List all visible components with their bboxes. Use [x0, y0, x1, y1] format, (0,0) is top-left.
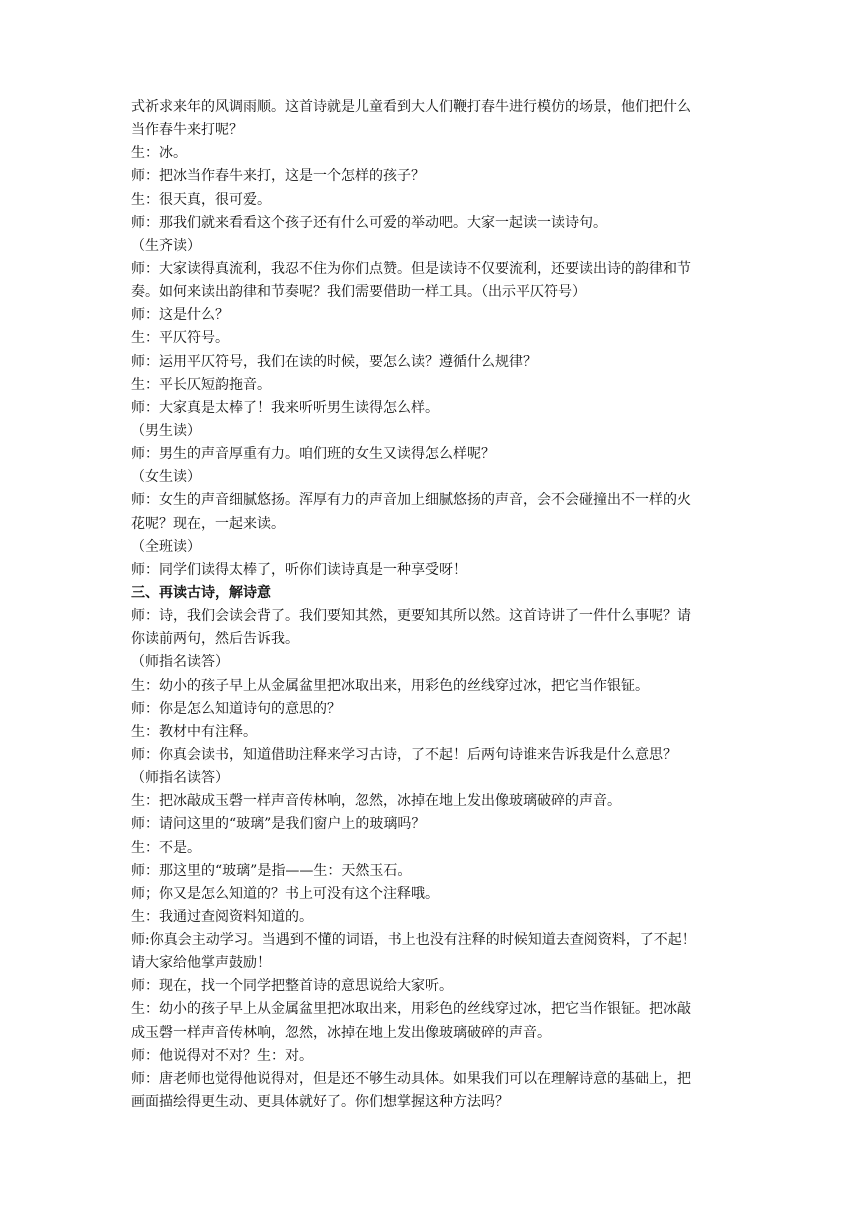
text-line: （师指名读答）	[131, 654, 229, 671]
text-line: （男生读）	[131, 422, 201, 439]
text-line: （全班读）	[131, 538, 201, 555]
text-line: 师；你又是怎么知道的？书上可没有这个注释哦。	[131, 885, 439, 902]
text-line: 生：幼小的孩子早上从金属盆里把冰取出来，用彩色的丝线穿过冰，把它当作银钲。	[131, 677, 649, 694]
text-line: 师：你真会读书，知道借助注释来学习古诗，了不起！后两句诗谁来告诉我是什么意思？	[131, 746, 677, 763]
text-line: 师：唐老师也觉得他说得对，但是还不够生动具体。如果我们可以在理解诗意的基础上，把	[131, 1070, 691, 1087]
text-line: 生：教材中有注释。	[131, 723, 257, 740]
text-line: 请大家给他掌声鼓励！	[131, 955, 271, 972]
text-line: 奏。如何来读出韵律和节奏呢？我们需要借助一样工具。（出示平仄符号）	[131, 284, 586, 301]
text-line: 生：把冰敲成玉磬一样声音传林响，忽然，冰掉在地上发出像玻璃破碎的声音。	[131, 793, 621, 810]
text-line: 师：你是怎么知道诗句的意思的？	[131, 700, 341, 717]
text-line: 师：运用平仄符号，我们在读的时候，要怎么读？遵循什么规律？	[131, 353, 537, 370]
text-line: 成玉磬一样声音传林响，忽然，冰掉在地上发出像玻璃破碎的声音。	[131, 1024, 551, 1041]
text-line: （女生读）	[131, 469, 201, 486]
text-line: 师：请问这里的“玻璃”是我们窗户上的玻璃吗？	[131, 816, 426, 833]
text-line: 生：不是。	[131, 839, 201, 856]
text-line: 生：很天真，很可爱。	[131, 191, 271, 208]
text-line: 师：同学们读得太棒了，听你们读诗真是一种享受呀！	[131, 561, 467, 578]
text-line: 生：冰。	[131, 145, 187, 162]
text-line: 师：现在，找一个同学把整首诗的意思说给大家听。	[131, 978, 453, 995]
text-line: 师：男生的声音厚重有力。咱们班的女生又读得怎么样呢？	[131, 446, 495, 463]
text-line: 你读前两句，然后告诉我。	[131, 631, 299, 648]
text-line: 生：我通过查阅资料知道的。	[131, 908, 313, 925]
text-line: 生：平仄符号。	[131, 330, 229, 347]
text-line: 师：诗，我们会读会背了。我们要知其然，更要知其所以然。这首诗讲了一件什么事呢？请	[131, 608, 691, 625]
text-line: 花呢？现在，一起来读。	[131, 515, 285, 532]
text-line: 画面描绘得更生动、更具体就好了。你们想掌握这种方法吗？	[131, 1094, 509, 1111]
text-line: 当作春牛来打呢？	[131, 122, 243, 139]
text-line: 师：那这里的“玻璃”是指——生：天然玉石。	[131, 862, 412, 879]
text-line: 师：女生的声音细腻悠扬。浑厚有力的声音加上细腻悠扬的声音，会不会碰撞出不一样的火	[131, 492, 691, 509]
text-line: 生：平长仄短韵拖音。	[131, 376, 271, 393]
text-line: 师：那我们就来看看这个孩子还有什么可爱的举动吧。大家一起读一读诗句。	[131, 214, 607, 231]
text-line: 式祈求来年的风调雨顺。这首诗就是儿童看到大人们鞭打春牛进行模仿的场景，他们把什么	[131, 99, 691, 115]
text-line: 师：大家读得真流利，我忍不住为你们点赞。但是读诗不仅要流利，还要读出诗的韵律和节	[131, 260, 691, 277]
text-line: 师：把冰当作春牛来打，这是一个怎样的孩子？	[131, 168, 425, 185]
text-line: （师指名读答）	[131, 770, 229, 787]
text-line: 生：幼小的孩子早上从金属盆里把冰取出来，用彩色的丝线穿过冰，把它当作银钲。把冰敲	[131, 1001, 691, 1018]
text-line: 师：大家真是太棒了！我来听听男生读得怎么样。	[131, 399, 439, 416]
text-line: 师：这是什么？	[131, 307, 229, 324]
text-line: （生齐读）	[131, 237, 201, 254]
text-line: 师：他说得对不对？生：对。	[131, 1047, 313, 1064]
text-line: 师:你真会主动学习。当遇到不懂的词语，书上也没有注释的时候知道去查阅资料，了不起！	[131, 932, 696, 949]
document-body	[131, 96, 731, 1114]
section-heading: 三、再读古诗，解诗意	[131, 584, 271, 601]
